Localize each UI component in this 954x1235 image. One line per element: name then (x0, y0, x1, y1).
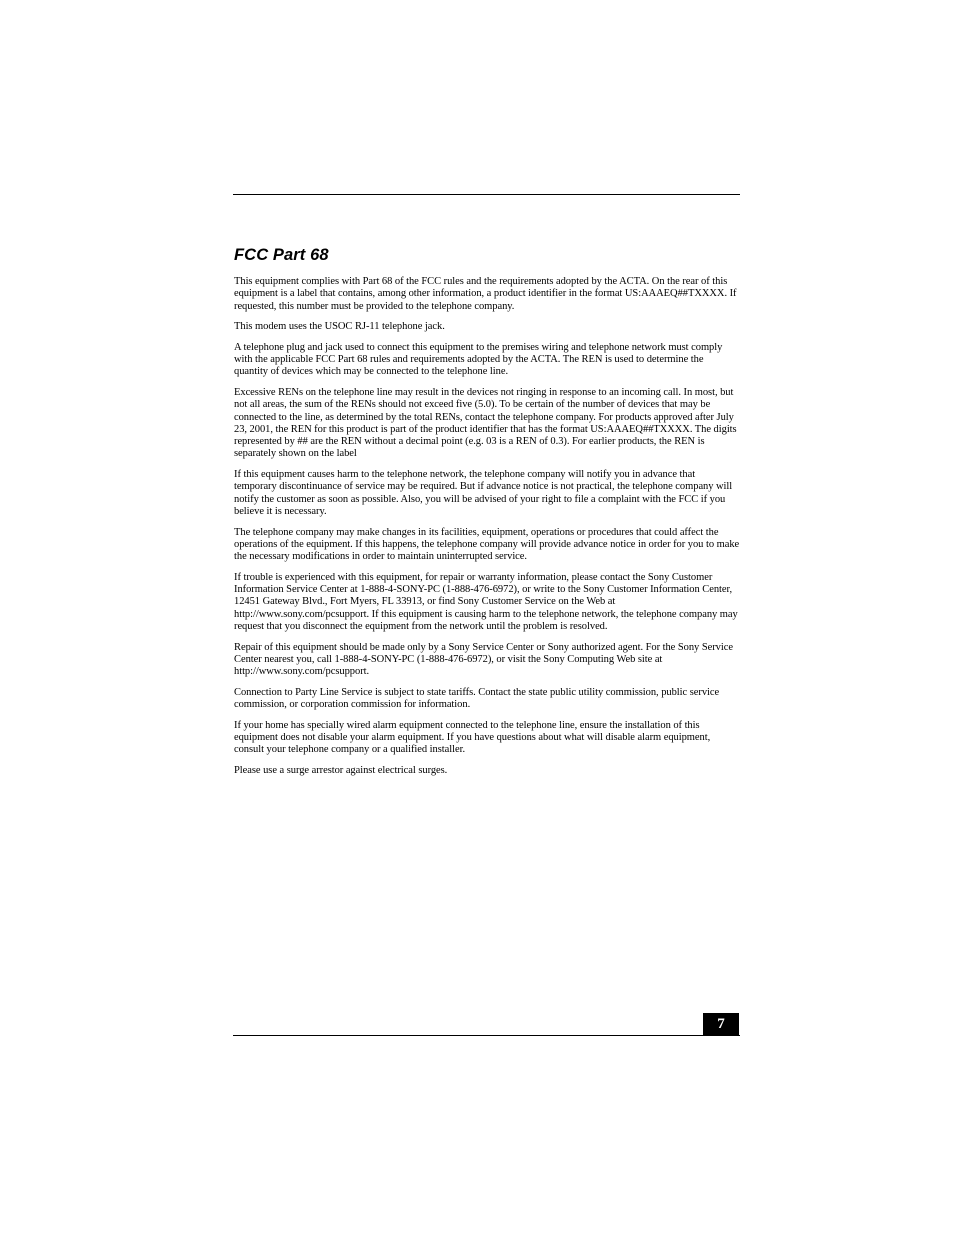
page-title: FCC Part 68 (234, 246, 329, 264)
paragraph-changes: The telephone company may make changes in its facilities, equipment, operations or procedures that could affect the operations of the equipment. If this happens, the telephone company will provide advance notice in order for you to make the necessary modifications in order to maintain uninterrupted service. (234, 526, 740, 563)
paragraph-trouble: If trouble is experienced with this equipment, for repair or warranty information, please contact the Sony Customer Information Service Center at 1-888-4-SONY-PC (1-888-476-6972), or write to the Sony Customer Information Center, 12451 Gateway Blvd., Fort Myers, FL 33913, or find Sony Customer Service on the Web at http://www.sony.com/pcsupport. If this equipment is causing harm to the telephone network, the telephone company may request that you disconnect the equipment from the network until the problem is resolved. (234, 571, 738, 632)
body-text (234, 276, 740, 785)
paragraph-repair: Repair of this equipment should be made only by a Sony Service Center or Sony authorized agent. For the Sony Service Center nearest you, call 1-888-4-SONY-PC (1-888-476-6972), or visit the Sony Computing Web site at http://www.sony.com/pcsupport. (234, 641, 733, 678)
paragraph-harm: If this equipment causes harm to the telephone network, the telephone company will notify you in advance that temporary discontinuance of service may be required. But if advance notice is not practical, the telephone company will notify the customer as soon as possible. Also, you will be advised of your right to file a complaint with the FCC if you believe it is necessary. (234, 469, 733, 517)
page-number: 7 (703, 1013, 739, 1036)
paragraph-surge: Please use a surge arrestor against electrical surges. (234, 764, 448, 776)
footer-rule (233, 1035, 740, 1036)
paragraph-alarm: If your home has specially wired alarm equipment connected to the telephone line, ensure the installation of this equipment does not disable your alarm equipment. If you have questions about what will disable alarm equipment, consult your telephone company or a qualified installer. (234, 719, 711, 756)
paragraph-party-line: Connection to Party Line Service is subject to state tariffs. Contact the state public utility commission, public service commission, or corporation commission for information. (234, 686, 720, 710)
paragraph-jack: This modem uses the USOC RJ-11 telephone jack. (234, 321, 445, 333)
header-rule (233, 194, 740, 195)
paragraph-compliance: This equipment complies with Part 68 of the FCC rules and the requirements adopted by the ACTA. On the rear of this equipment is a label that contains, among other information, a product identifier in the format US:AAAEQ##TXXXX. If requested, this number must be provided to the telephone company. (234, 276, 737, 312)
paragraph-plug-jack: A telephone plug and jack used to connect this equipment to the premises wiring and telephone network must comply with the applicable FCC Part 68 rules and requirements adopted by the ACTA. The REN is used to determine the quantity of devices which may be connected to the telephone line. (234, 341, 723, 378)
paragraph-ren: Excessive RENs on the telephone line may result in the devices not ringing in response to an incoming call. In most, but not all areas, the sum of the RENs should not exceed five (5.0). To be certain of the number of devices that may be connected to the line, as determined by the total RENs, contact the telephone company. For products approved after July 23, 2001, the REN for this product is part of the product identifier that has the format US:AAAEQ##TXXXX. The digits represented by ## are the REN without a decimal point (e.g. 03 is a REN of 0.3). For earlier products, the REN is separately shown on the label (234, 386, 737, 460)
